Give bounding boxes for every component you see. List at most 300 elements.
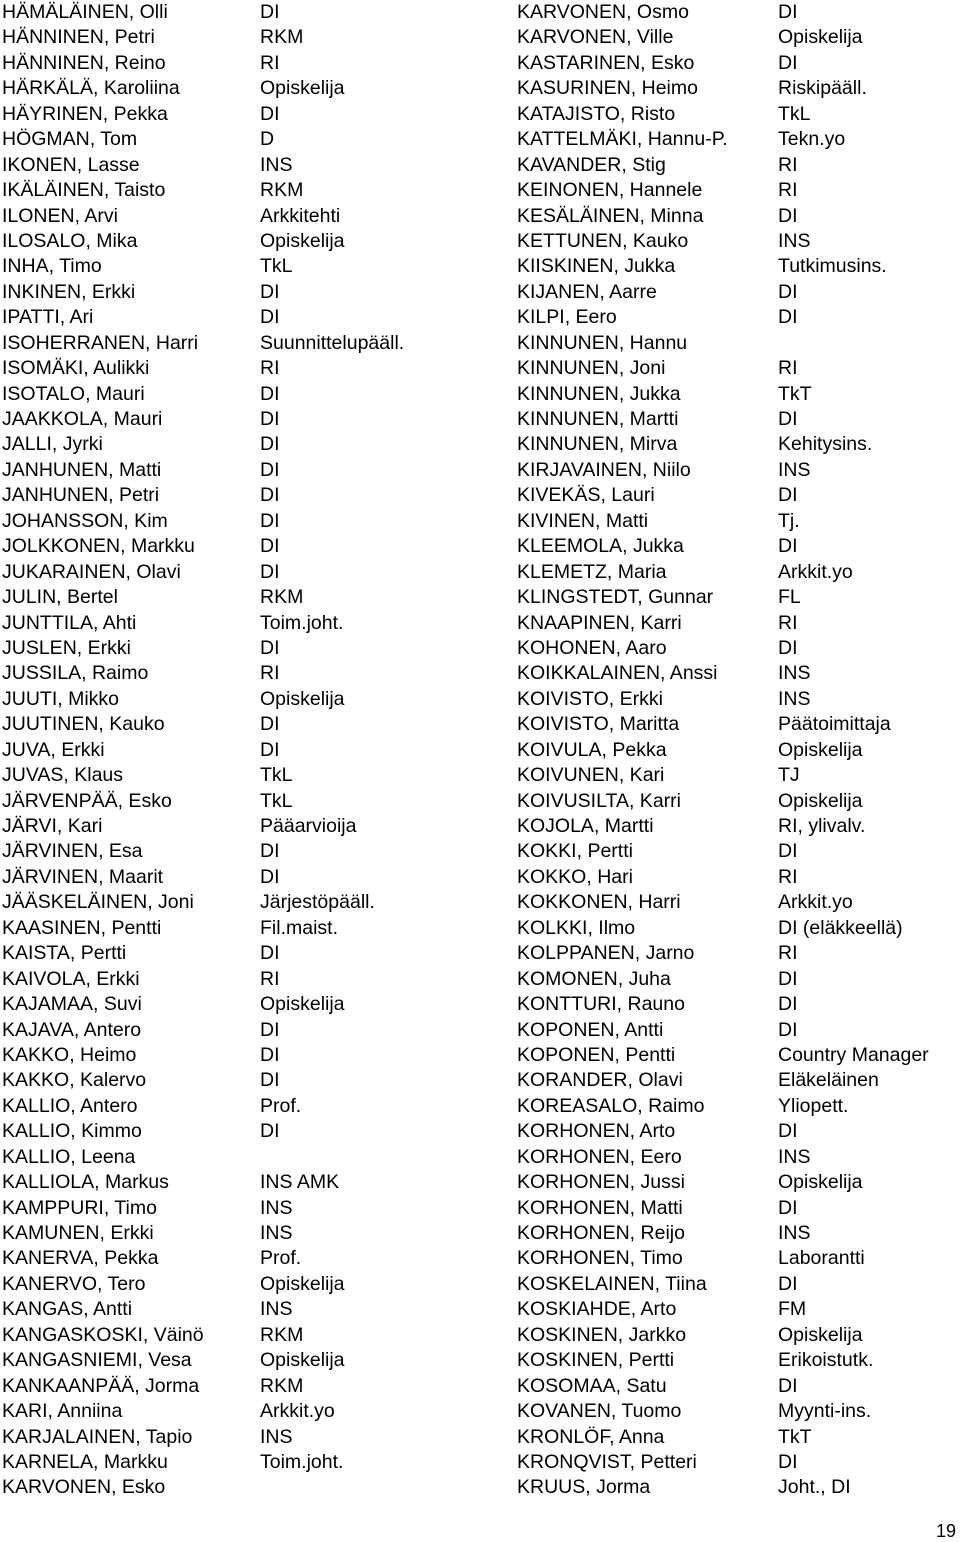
list-item bbox=[517, 25, 960, 50]
person-title: Arkkit.yo bbox=[260, 1400, 335, 1423]
person-name: JÄÄSKELÄINEN, Joni bbox=[2, 891, 194, 914]
person-title: RKM bbox=[260, 1374, 304, 1397]
person-title: INS AMK bbox=[260, 1171, 340, 1194]
person-title: DI bbox=[778, 484, 798, 507]
list-item bbox=[517, 1399, 960, 1424]
list-item bbox=[2, 1475, 507, 1500]
person-title: DI bbox=[778, 1272, 798, 1295]
person-title: DI bbox=[260, 280, 280, 303]
person-name: KOHONEN, Aaro bbox=[517, 636, 667, 659]
person-name: KORHONEN, Reijo bbox=[517, 1222, 685, 1244]
person-title: Erikoistutk. bbox=[778, 1349, 874, 1372]
person-name: KASTARINEN, Esko bbox=[517, 51, 695, 74]
list-item bbox=[517, 1348, 960, 1373]
list-item bbox=[2, 331, 507, 356]
person-title: RI bbox=[778, 942, 798, 965]
person-name: JÄRVINEN, Esa bbox=[2, 840, 143, 863]
person-title: DI bbox=[260, 636, 280, 659]
person-title: DI bbox=[260, 865, 280, 888]
list-item bbox=[2, 992, 507, 1017]
list-item bbox=[517, 738, 960, 763]
list-item bbox=[517, 178, 960, 203]
person-title: DI bbox=[778, 1018, 798, 1041]
person-name: JUKARAINEN, Olavi bbox=[2, 560, 181, 583]
person-title: DI bbox=[260, 1069, 280, 1092]
person-title: TkL bbox=[260, 255, 293, 278]
person-name: KEINONEN, Hannele bbox=[517, 179, 703, 202]
person-title: Eläkeläinen bbox=[778, 1069, 879, 1092]
person-name: KAVANDER, Stig bbox=[517, 153, 666, 176]
person-title: DI bbox=[260, 433, 280, 456]
person-name: KOPONEN, Antti bbox=[517, 1018, 664, 1041]
person-name: KINNUNEN, Hannu bbox=[517, 331, 688, 354]
person-name: KORANDER, Olavi bbox=[517, 1069, 683, 1092]
person-title: DI bbox=[778, 535, 798, 558]
list-item bbox=[2, 1450, 507, 1475]
right-column bbox=[517, 0, 960, 1501]
list-item bbox=[2, 839, 507, 864]
person-name: JUSSILA, Raimo bbox=[2, 662, 149, 685]
person-title: Country Manager bbox=[778, 1043, 929, 1066]
person-name: KIRJAVAINEN, Niilo bbox=[517, 458, 691, 481]
list-item bbox=[517, 0, 960, 25]
person-title: RI bbox=[260, 51, 280, 74]
list-item bbox=[2, 254, 507, 279]
person-name: KOIVISTO, Maritta bbox=[517, 713, 680, 736]
person-name: KANKAANPÄÄ, Jorma bbox=[2, 1374, 200, 1397]
person-title: RKM bbox=[260, 26, 304, 49]
person-name: IPATTI, Ari bbox=[2, 306, 94, 329]
list-item bbox=[517, 1145, 960, 1170]
list-item bbox=[2, 1018, 507, 1043]
person-name: KALLIO, Leena bbox=[2, 1145, 136, 1168]
list-item bbox=[2, 1246, 507, 1271]
list-item bbox=[517, 1323, 960, 1348]
person-name: KORHONEN, Jussi bbox=[517, 1171, 685, 1194]
person-name: KOIVULA, Pekka bbox=[517, 738, 667, 761]
list-item bbox=[2, 763, 507, 788]
person-title: DI bbox=[260, 102, 280, 125]
person-name: HÄRKÄLÄ, Karoliina bbox=[2, 77, 180, 100]
person-title: DI bbox=[260, 840, 280, 863]
person-title: Opiskelija bbox=[778, 1171, 863, 1194]
list-item bbox=[2, 509, 507, 534]
list-item bbox=[517, 814, 960, 839]
person-name: JOHANSSON, Kim bbox=[2, 509, 168, 532]
list-item bbox=[517, 763, 960, 788]
list-item bbox=[517, 1018, 960, 1043]
left-column bbox=[2, 0, 507, 1501]
list-item bbox=[517, 356, 960, 381]
person-title: INS bbox=[260, 1425, 293, 1448]
person-title: Prof. bbox=[260, 1094, 302, 1117]
person-title: DI bbox=[778, 306, 798, 329]
person-title: Arkkit.yo bbox=[778, 560, 853, 583]
person-title: Toim.joht. bbox=[260, 611, 344, 634]
list-item bbox=[517, 661, 960, 686]
list-item bbox=[2, 153, 507, 178]
list-item bbox=[517, 76, 960, 101]
person-title: INS bbox=[778, 229, 811, 252]
person-title: DI bbox=[778, 1450, 798, 1473]
list-item bbox=[2, 1272, 507, 1297]
person-title: Opiskelija bbox=[260, 687, 345, 710]
list-item bbox=[2, 865, 507, 890]
person-title: DI (eläkkeellä) bbox=[778, 916, 903, 939]
person-title: Opiskelija bbox=[260, 229, 345, 252]
person-title: DI bbox=[260, 1120, 280, 1143]
list-item bbox=[517, 890, 960, 915]
person-name: JOLKKONEN, Markku bbox=[2, 535, 195, 558]
list-item bbox=[517, 1475, 960, 1500]
person-name: KAJAMAA, Suvi bbox=[2, 993, 142, 1016]
person-title: DI bbox=[260, 509, 280, 532]
list-item bbox=[2, 814, 507, 839]
person-name: KAASINEN, Pentti bbox=[2, 916, 162, 939]
list-item bbox=[2, 1297, 507, 1322]
person-name: KALLIO, Kimmo bbox=[2, 1120, 142, 1143]
person-name: KIVINEN, Matti bbox=[517, 509, 649, 532]
person-title: TkL bbox=[778, 102, 811, 125]
list-item bbox=[2, 1221, 507, 1246]
list-item bbox=[517, 941, 960, 966]
list-item bbox=[2, 1094, 507, 1119]
list-item bbox=[517, 1246, 960, 1271]
person-name: KARVONEN, Esko bbox=[2, 1476, 166, 1499]
person-title: DI bbox=[260, 942, 280, 965]
list-item bbox=[2, 687, 507, 712]
person-title: DI bbox=[260, 713, 280, 736]
list-item bbox=[2, 204, 507, 229]
person-name: ILONEN, Arvi bbox=[2, 204, 118, 227]
person-name: JÄRVI, Kari bbox=[2, 815, 103, 837]
person-title: RI bbox=[778, 357, 798, 380]
list-item bbox=[2, 967, 507, 992]
person-title: DI bbox=[778, 636, 798, 659]
list-item bbox=[517, 839, 960, 864]
list-item bbox=[517, 305, 960, 330]
person-name: KOREASALO, Raimo bbox=[517, 1094, 705, 1117]
person-title: INS bbox=[260, 1298, 293, 1321]
list-item bbox=[2, 0, 507, 25]
person-name: HÄMÄLÄINEN, Olli bbox=[2, 1, 168, 23]
person-title: DI bbox=[260, 560, 280, 583]
person-name: KETTUNEN, Kauko bbox=[517, 229, 689, 252]
person-name: JUVAS, Klaus bbox=[2, 764, 124, 787]
person-title: Suunnittelupääll. bbox=[260, 331, 405, 354]
list-item bbox=[2, 76, 507, 101]
list-item bbox=[517, 127, 960, 152]
person-name: INKINEN, Erkki bbox=[2, 280, 136, 303]
person-title: TkT bbox=[778, 382, 812, 405]
list-item bbox=[2, 1374, 507, 1399]
person-title: TkT bbox=[778, 1425, 812, 1448]
person-title: RI bbox=[778, 153, 798, 176]
person-name: JAAKKOLA, Mauri bbox=[2, 408, 163, 430]
person-title: Joht., DI bbox=[778, 1476, 851, 1499]
person-name: KANGASNIEMI, Vesa bbox=[2, 1349, 192, 1372]
person-title: Prof. bbox=[260, 1247, 302, 1270]
person-name: KOSKINEN, Pertti bbox=[517, 1349, 675, 1372]
person-title: D bbox=[260, 128, 275, 151]
list-item bbox=[517, 509, 960, 534]
person-title: DI bbox=[778, 967, 798, 990]
person-title: DI bbox=[778, 840, 798, 863]
person-name: KIVEKÄS, Lauri bbox=[517, 484, 655, 507]
person-title: DI bbox=[778, 1374, 798, 1397]
list-item bbox=[2, 611, 507, 636]
person-title: Kehitysins. bbox=[778, 433, 873, 456]
person-title: Järjestöpääll. bbox=[260, 891, 375, 914]
person-name: ISOMÄKI, Aulikki bbox=[2, 357, 150, 380]
list-item bbox=[2, 1399, 507, 1424]
person-title: DI bbox=[778, 1120, 798, 1143]
list-item bbox=[2, 305, 507, 330]
person-title: Opiskelija bbox=[778, 26, 863, 49]
person-name: KOLKKI, Ilmo bbox=[517, 916, 636, 939]
person-title: Myynti-ins. bbox=[778, 1400, 872, 1423]
list-item bbox=[517, 1297, 960, 1322]
person-name: KIISKINEN, Jukka bbox=[517, 255, 676, 278]
person-name: KOIVUSILTA, Karri bbox=[517, 789, 681, 812]
person-name: JALLI, Jyrki bbox=[2, 433, 103, 456]
person-name: JANHUNEN, Matti bbox=[2, 458, 162, 481]
person-name: JUVA, Erkki bbox=[2, 738, 105, 761]
person-title: RI bbox=[778, 865, 798, 888]
person-title: DI bbox=[778, 408, 798, 430]
list-item bbox=[517, 636, 960, 661]
person-name: KOSKINEN, Jarkko bbox=[517, 1323, 687, 1346]
person-title: Tj. bbox=[778, 509, 800, 532]
person-name: KARNELA, Markku bbox=[2, 1450, 168, 1473]
person-name: KAJAVA, Antero bbox=[2, 1018, 142, 1041]
person-title: INS bbox=[260, 153, 293, 176]
list-item bbox=[517, 1450, 960, 1475]
person-name: KOJOLA, Martti bbox=[517, 815, 654, 837]
person-name: KATAJISTO, Risto bbox=[517, 102, 676, 125]
person-name: KASURINEN, Heimo bbox=[517, 77, 698, 100]
list-item bbox=[517, 687, 960, 712]
list-item bbox=[2, 458, 507, 483]
list-item bbox=[2, 280, 507, 305]
list-item bbox=[2, 382, 507, 407]
person-title: DI bbox=[260, 408, 280, 430]
person-name: KANERVO, Tero bbox=[2, 1272, 146, 1295]
person-title: DI bbox=[778, 204, 798, 227]
person-title: INS bbox=[778, 1145, 811, 1168]
person-title: DI bbox=[260, 738, 280, 761]
person-title: RKM bbox=[260, 179, 304, 202]
person-name: KAMUNEN, Erkki bbox=[2, 1222, 154, 1244]
list-item bbox=[2, 585, 507, 610]
page-number: 19 bbox=[935, 1521, 956, 1541]
person-title: DI bbox=[778, 1, 798, 23]
list-item bbox=[2, 178, 507, 203]
person-name: KANGAS, Antti bbox=[2, 1298, 133, 1321]
person-title: Pääarvioija bbox=[260, 815, 357, 837]
list-item bbox=[2, 483, 507, 508]
list-item bbox=[517, 407, 960, 432]
person-name: HÄNNINEN, Petri bbox=[2, 26, 155, 49]
person-name: KONTTURI, Rauno bbox=[517, 993, 685, 1016]
list-item bbox=[517, 1043, 960, 1068]
list-item bbox=[2, 25, 507, 50]
list-item bbox=[517, 458, 960, 483]
person-name: KAIVOLA, Erkki bbox=[2, 967, 140, 990]
person-title: Opiskelija bbox=[778, 1323, 863, 1346]
person-name: KAKKO, Heimo bbox=[2, 1043, 137, 1066]
person-name: KOIVISTO, Erkki bbox=[517, 687, 663, 710]
person-name: KLEEMOLA, Jukka bbox=[517, 535, 684, 558]
person-name: KOIKKALAINEN, Anssi bbox=[517, 662, 718, 685]
person-title: TJ bbox=[778, 764, 800, 787]
person-title: DI bbox=[260, 1043, 280, 1066]
list-item bbox=[2, 356, 507, 381]
person-title: INS bbox=[778, 1222, 811, 1244]
list-item bbox=[2, 1119, 507, 1144]
person-name: IKONEN, Lasse bbox=[2, 153, 140, 176]
person-name: KRUUS, Jorma bbox=[517, 1476, 651, 1499]
person-title: Yliopett. bbox=[778, 1094, 849, 1117]
person-name: KRONQVIST, Petteri bbox=[517, 1450, 697, 1473]
list-item bbox=[517, 204, 960, 229]
person-title: Tekn.yo bbox=[778, 128, 846, 151]
list-item bbox=[517, 102, 960, 127]
person-title: DI bbox=[778, 51, 798, 74]
list-item bbox=[517, 382, 960, 407]
person-name: KOVANEN, Tuomo bbox=[517, 1400, 682, 1423]
person-name: KESÄLÄINEN, Minna bbox=[517, 204, 704, 227]
person-name: KOPONEN, Pentti bbox=[517, 1043, 676, 1066]
person-name: ISOHERRANEN, Harri bbox=[2, 331, 199, 354]
person-title: Opiskelija bbox=[778, 738, 863, 761]
list-item bbox=[517, 611, 960, 636]
person-name: ISOTALO, Mauri bbox=[2, 382, 145, 405]
person-name: JUNTTILA, Ahti bbox=[2, 611, 137, 634]
person-title: INS bbox=[778, 662, 811, 685]
person-title: Opiskelija bbox=[260, 77, 345, 100]
person-name: HÄYRINEN, Pekka bbox=[2, 102, 168, 125]
person-title: Opiskelija bbox=[260, 1349, 345, 1372]
list-item bbox=[2, 916, 507, 941]
person-name: KARVONEN, Osmo bbox=[517, 1, 689, 23]
list-item bbox=[2, 1170, 507, 1195]
list-item bbox=[2, 1323, 507, 1348]
person-name: KINNUNEN, Jukka bbox=[517, 382, 681, 405]
person-title: RI bbox=[778, 179, 798, 202]
list-item bbox=[517, 1374, 960, 1399]
list-item bbox=[2, 661, 507, 686]
list-item bbox=[2, 1145, 507, 1170]
person-name: KARVONEN, Ville bbox=[517, 26, 674, 49]
person-title: Opiskelija bbox=[260, 1272, 345, 1295]
person-title: Opiskelija bbox=[260, 993, 345, 1016]
list-item bbox=[2, 890, 507, 915]
list-item bbox=[517, 153, 960, 178]
list-item bbox=[2, 560, 507, 585]
person-title: DI bbox=[260, 382, 280, 405]
list-item bbox=[517, 280, 960, 305]
person-name: KRONLÖF, Anna bbox=[517, 1425, 665, 1448]
person-title: FM bbox=[778, 1298, 807, 1321]
person-name: KAISTA, Pertti bbox=[2, 942, 127, 965]
list-item bbox=[2, 1425, 507, 1450]
person-name: HÖGMAN, Tom bbox=[2, 128, 138, 151]
person-name: KOSOMAA, Satu bbox=[517, 1374, 667, 1397]
list-item bbox=[517, 712, 960, 737]
person-name: KLEMETZ, Maria bbox=[517, 560, 667, 583]
list-item bbox=[517, 560, 960, 585]
list-item bbox=[2, 432, 507, 457]
list-item bbox=[517, 1119, 960, 1144]
person-name: KOSKELAINEN, Tiina bbox=[517, 1272, 707, 1295]
person-title: DI bbox=[260, 484, 280, 507]
person-name: KINNUNEN, Joni bbox=[517, 357, 666, 380]
person-title: TkL bbox=[260, 764, 293, 787]
person-title: DI bbox=[260, 458, 280, 481]
list-item bbox=[517, 331, 960, 356]
list-item bbox=[2, 51, 507, 76]
person-title: DI bbox=[778, 1196, 798, 1219]
person-title: INS bbox=[778, 687, 811, 710]
person-title: DI bbox=[778, 280, 798, 303]
person-title: INS bbox=[778, 458, 811, 481]
person-name: JÄRVENPÄÄ, Esko bbox=[2, 789, 172, 812]
person-title: FL bbox=[778, 586, 801, 609]
person-name: KOMONEN, Juha bbox=[517, 967, 671, 990]
list-item bbox=[2, 1043, 507, 1068]
list-item bbox=[2, 102, 507, 127]
list-item bbox=[517, 1425, 960, 1450]
list-item bbox=[517, 51, 960, 76]
person-name: KORHONEN, Matti bbox=[517, 1196, 683, 1219]
person-name: INHA, Timo bbox=[2, 255, 102, 278]
person-title: Tutkimusins. bbox=[778, 255, 887, 278]
list-item bbox=[2, 738, 507, 763]
list-item bbox=[2, 941, 507, 966]
person-name: KOSKIAHDE, Arto bbox=[517, 1298, 677, 1321]
list-item bbox=[517, 1094, 960, 1119]
list-item bbox=[517, 992, 960, 1017]
person-title: DI bbox=[260, 1, 280, 23]
list-item bbox=[517, 432, 960, 457]
person-name: JUUTI, Mikko bbox=[2, 687, 119, 710]
list-item bbox=[2, 229, 507, 254]
person-name: KOKKONEN, Harri bbox=[517, 891, 681, 914]
person-title: Päätoimittaja bbox=[778, 713, 891, 736]
person-title: INS bbox=[260, 1222, 293, 1244]
person-name: KALLIOLA, Markus bbox=[2, 1171, 169, 1194]
person-name: KORHONEN, Eero bbox=[517, 1145, 682, 1168]
list-item bbox=[517, 1170, 960, 1195]
person-name: IKÄLÄINEN, Taisto bbox=[2, 179, 166, 202]
person-name: KLINGSTEDT, Gunnar bbox=[517, 586, 714, 609]
list-item bbox=[517, 1068, 960, 1093]
person-name: KATTELMÄKI, Hannu-P. bbox=[517, 128, 728, 151]
list-item bbox=[2, 407, 507, 432]
person-title: Arkkit.yo bbox=[778, 891, 853, 914]
list-item bbox=[2, 1348, 507, 1373]
person-title: Arkkitehti bbox=[260, 204, 341, 227]
person-title: TkL bbox=[260, 789, 293, 812]
list-item bbox=[517, 483, 960, 508]
person-name: KORHONEN, Timo bbox=[517, 1247, 683, 1270]
list-item bbox=[517, 789, 960, 814]
person-name: KANGASKOSKI, Väinö bbox=[2, 1323, 204, 1346]
list-item bbox=[2, 534, 507, 559]
person-name: KOLPPANEN, Jarno bbox=[517, 942, 695, 965]
person-name: HÄNNINEN, Reino bbox=[2, 51, 166, 74]
